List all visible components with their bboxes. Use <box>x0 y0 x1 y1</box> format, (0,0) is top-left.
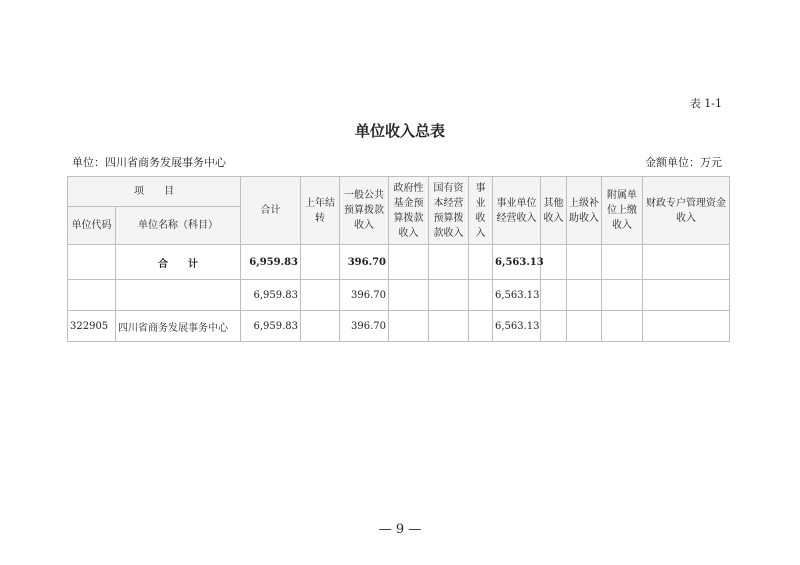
cell-subsidy <box>567 245 602 280</box>
header-carryover: 上年结转 <box>301 177 340 245</box>
table-row <box>68 311 730 342</box>
cell-code: 322905 <box>68 311 116 342</box>
amount-unit-label: 金额单位：万元 <box>645 156 722 169</box>
cell-public-institution <box>469 245 493 280</box>
header-total: 合计 <box>241 177 301 245</box>
cell-gov-fund <box>389 311 429 342</box>
header-project: 项 目 <box>68 177 241 207</box>
header-public-institution: 事业收入 <box>469 177 493 245</box>
cell-affiliated <box>602 311 643 342</box>
page-title: 单位收入总表 <box>354 122 445 140</box>
table-id: 表 1-1 <box>689 97 722 110</box>
header-state-capital: 国有资本经营预算拨款收入 <box>429 177 469 245</box>
cell-other <box>541 311 567 342</box>
header-special-account: 财政专户管理资金收入 <box>643 177 730 245</box>
cell-special-account <box>643 245 730 280</box>
header-business-income: 事业单位经营收入 <box>493 177 541 245</box>
cell-general-budget: 396.70 <box>340 280 389 311</box>
cell-state-capital <box>429 280 469 311</box>
cell-business-income: 6,563.13 <box>493 280 541 311</box>
cell-code <box>68 280 116 311</box>
cell-affiliated <box>602 245 643 280</box>
income-summary-table <box>67 176 730 342</box>
cell-special-account <box>643 311 730 342</box>
cell-business-income: 6,563.13 <box>493 311 541 342</box>
cell-name: 合 计 <box>116 245 241 280</box>
cell-gov-fund <box>389 245 429 280</box>
cell-public-institution <box>469 280 493 311</box>
cell-carryover <box>301 311 340 342</box>
cell-total: 6,959.83 <box>241 280 301 311</box>
cell-general-budget: 396.70 <box>340 245 389 280</box>
cell-gov-fund <box>389 280 429 311</box>
cell-other <box>541 245 567 280</box>
cell-name <box>116 280 241 311</box>
header-affiliated: 附属单位上缴收入 <box>602 177 643 245</box>
table-row <box>68 280 730 311</box>
cell-affiliated <box>602 280 643 311</box>
page-number: — 9 — <box>378 522 422 537</box>
header-unit-code: 单位代码 <box>68 207 116 245</box>
cell-other <box>541 280 567 311</box>
unit-label: 单位：四川省商务发展事务中心 <box>72 156 226 169</box>
cell-carryover <box>301 280 340 311</box>
header-unit-name: 单位名称（科目） <box>116 207 241 245</box>
header-general-budget: 一般公共预算拨款收入 <box>340 177 389 245</box>
cell-total: 6,959.83 <box>241 245 301 280</box>
cell-public-institution <box>469 311 493 342</box>
header-gov-fund: 政府性基金预算拨款收入 <box>389 177 429 245</box>
cell-carryover <box>301 245 340 280</box>
cell-state-capital <box>429 311 469 342</box>
cell-code <box>68 245 116 280</box>
header-other: 其他收入 <box>541 177 567 245</box>
cell-state-capital <box>429 245 469 280</box>
cell-subsidy <box>567 280 602 311</box>
cell-total: 6,959.83 <box>241 311 301 342</box>
cell-name: 四川省商务发展事务中心 <box>116 311 241 342</box>
cell-special-account <box>643 280 730 311</box>
header-subsidy: 上级补助收入 <box>567 177 602 245</box>
table-row-total <box>68 245 730 280</box>
cell-business-income: 6,563.13 <box>493 245 541 280</box>
cell-subsidy <box>567 311 602 342</box>
cell-general-budget: 396.70 <box>340 311 389 342</box>
